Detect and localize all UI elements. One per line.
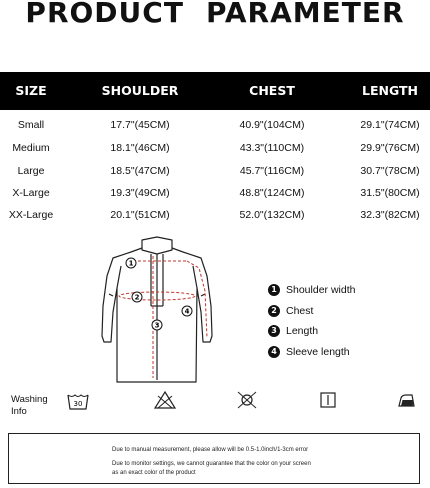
cell-length: 29.1"(74CM) (360, 119, 420, 131)
cell-size: Small (17, 119, 45, 131)
wash-30-icon (66, 390, 90, 412)
cell-shoulder: 18.5"(47CM) (110, 165, 170, 177)
table-row (0, 182, 430, 205)
marker-1: 1 (128, 259, 134, 268)
legend-label: Length (286, 325, 319, 338)
cell-size: X-Large (12, 187, 50, 199)
cell-size: XX-Large (8, 209, 54, 221)
garment-measurement-diagram (95, 236, 225, 384)
cell-size: Large (17, 165, 45, 177)
legend-item (268, 342, 355, 363)
title-word-product: PRODUCT (25, 0, 184, 29)
cell-length: 30.7"(78CM) (360, 165, 420, 177)
cell-shoulder: 17.7"(45CM) (110, 119, 170, 131)
header-chest: CHEST (249, 83, 295, 98)
washing-info-label (11, 394, 48, 418)
marker-2: 2 (134, 293, 140, 302)
low-iron-icon (396, 390, 418, 410)
legend-number: 3 (268, 325, 280, 337)
cell-chest: 48.8"(124CM) (239, 187, 305, 199)
title-word-parameter: PARAMETER (205, 0, 405, 29)
line-dry-icon (318, 390, 338, 410)
marker-4: 4 (184, 307, 190, 316)
cell-chest: 43.3"(110CM) (239, 142, 305, 154)
cell-size: Medium (12, 142, 50, 154)
legend-item (268, 280, 355, 301)
legend-label: Sleeve length (286, 345, 350, 358)
disclaimer-line: Due to manual measurement, please allow will be 0.5-1.0inch/1-3cm error (112, 447, 309, 453)
shirt-outline (102, 237, 212, 382)
cell-chest: 45.7"(116CM) (239, 165, 305, 177)
legend-number: 2 (268, 305, 280, 317)
table-row (0, 137, 430, 160)
no-bleach-icon (154, 390, 176, 410)
size-table-header (0, 72, 430, 110)
disclaimer-box (8, 433, 420, 484)
table-row (0, 204, 430, 227)
legend-number: 4 (268, 346, 280, 358)
header-size: SIZE (15, 83, 47, 98)
header-length: LENGTH (362, 83, 418, 98)
washing-label-line2: Info (11, 406, 27, 417)
cell-length: 29.9"(76CM) (360, 142, 420, 154)
legend-item (268, 321, 355, 342)
table-row (0, 114, 430, 137)
legend-label: Chest (286, 304, 314, 317)
cell-length: 32.3"(82CM) (360, 209, 420, 221)
marker-3: 3 (154, 321, 160, 330)
cell-chest: 40.9"(104CM) (239, 119, 305, 131)
cell-shoulder: 18.1"(46CM) (110, 142, 170, 154)
legend-number: 1 (268, 284, 280, 296)
legend-item (268, 301, 355, 322)
disclaimer-line: as an exact color of the product (112, 470, 196, 476)
cell-shoulder: 19.3"(49CM) (110, 187, 170, 199)
washing-label-line1: Washing (11, 394, 48, 405)
header-shoulder: SHOULDER (101, 83, 179, 98)
no-tumble-dry-icon (236, 390, 258, 410)
disclaimer-line: Due to monitor settings, we cannot guarantee that the color on your screen (112, 461, 311, 467)
table-row (0, 160, 430, 183)
cell-chest: 52.0"(132CM) (239, 209, 305, 221)
wash-temp: 30 (73, 400, 83, 408)
measurement-legend (268, 280, 355, 362)
legend-label: Shoulder width (286, 284, 356, 297)
page-title (0, 0, 430, 28)
cell-length: 31.5"(80CM) (360, 187, 420, 199)
cell-shoulder: 20.1"(51CM) (110, 209, 170, 221)
